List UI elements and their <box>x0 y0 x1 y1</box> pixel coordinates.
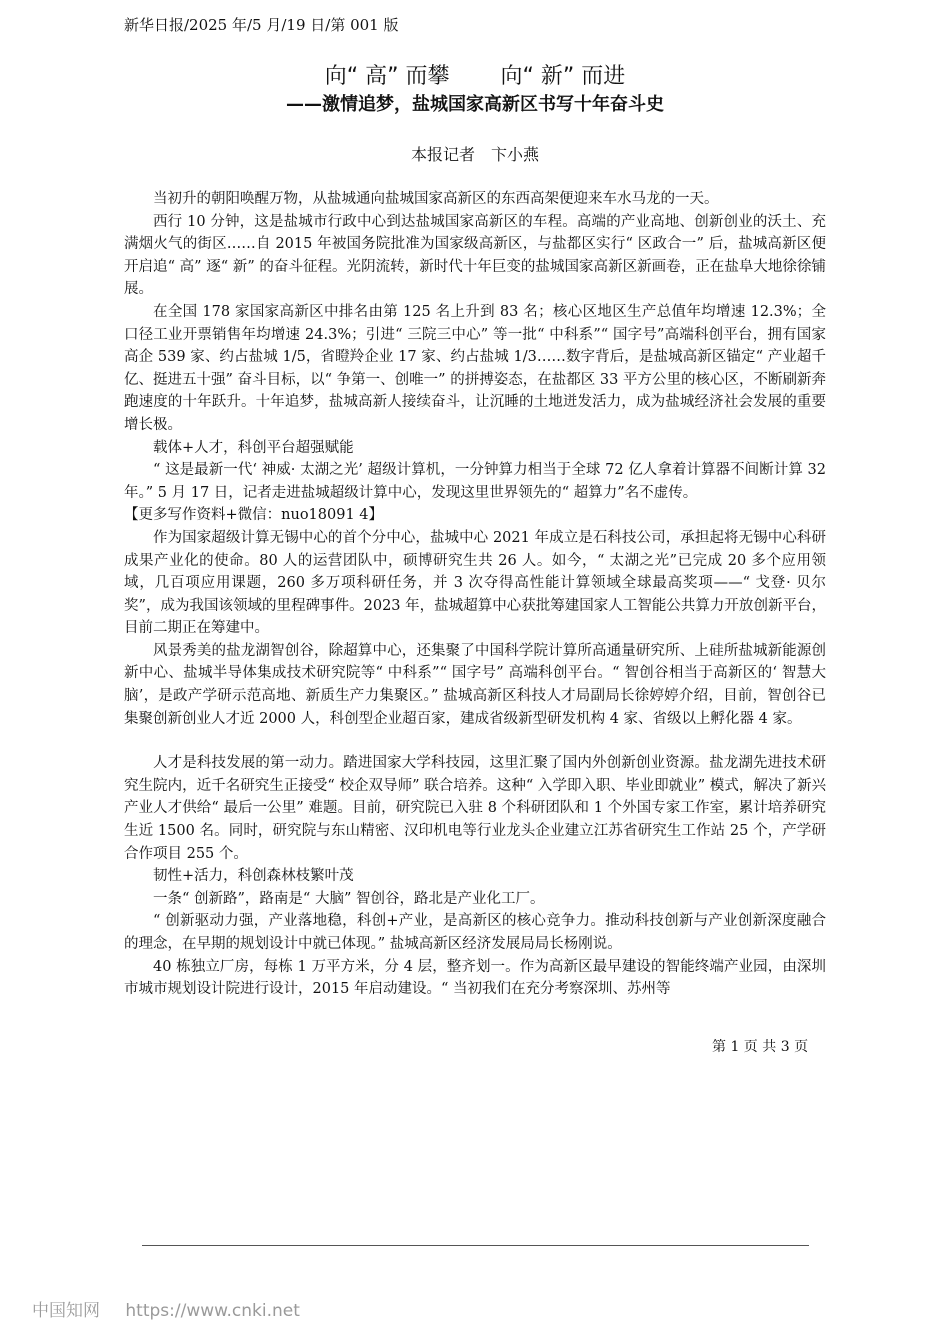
paragraph: “ 创新驱动力强，产业落地稳，科创+产业，是高新区的核心竞争力。推动科技创新与产业创新深度融合的理念，在早期的规划设计中就已体现。” 盐城高新区经济发展局局长杨刚说。 <box>124 913 826 952</box>
section-heading: 韧性+活力，科创森林枝繁叶茂 <box>153 868 354 885</box>
headline <box>0 62 950 92</box>
paragraph: 在全国 178 家国家高新区中排名由第 125 名上升到 83 名；核心区地区生产总值年均增速 12.3%；全口径工业开票销售年均增速 24.3%；引进“ 三院三中心” 等一批“ 中科系”“ 国字号”高端科创平台，拥有国家高企 539 家、约占盐城 1/5，省瞪羚企业 17 家、约占盐城 1/3……数字背后，是盐城高新区锚定“ 产业超千亿、挺进五十强” 奋斗目标，以“ 争第一、创唯一” 的拼搏姿态，在盐都区 33 平方公里的核心区，不断刷新奔跑速度的十年跃升。十年追梦，盐城高新人接续奋斗，让沉睡的土地迸发活力，成为盐城经济社会发展的重要增长极。 <box>124 303 826 433</box>
footer-url[interactable]: https://www.cnki.net <box>125 1301 300 1321</box>
page-number: 第 1 页 共 3 页 <box>712 1039 809 1055</box>
paragraph: 当初升的朝阳唤醒万物，从盐城通向盐城国家高新区的东西高架便迎来车水马龙的一天。 <box>153 191 719 207</box>
footer-divider <box>142 1245 809 1246</box>
paragraph: 风景秀美的盐龙湖智创谷，除超算中心，还集聚了中国科学院计算所高通量研究所、上硅所盐城新能源创新中心、盐城半导体集成技术研究院等“ 中科系”“ 国字号” 高端科创平台。“ 智创谷相当于高新区的‘ 智慧大脑’，是政产学研示范高地、新质生产力集聚区。” 盐城高新区科技人才局副局长徐婷婷介绍，目前，智创谷已集聚创新创业人才近 2000 人，科创型企业超百家，建成省级新型研发机构 4 家、省级以上孵化器 4 家。 <box>124 642 826 727</box>
title-block <box>0 62 950 118</box>
subtitle: ——激情追梦，盐城国家高新区书写十年奋斗史 <box>286 94 664 115</box>
headline-part-2: 向“ 新” 而进 <box>500 64 626 89</box>
paragraph: “ 这是最新一代‘ 神威· 太湖之光’ 超级计算机，一分钟算力相当于全球 72 亿人拿着计算器不间断计算 32 年。” 5 月 17 日，记者走进盐城超级计算中心，发现这里世界领先的“ 超算力”名不虚传。 <box>124 462 826 501</box>
paragraph: 一条“ 创新路”，路南是“ 大脑” 智创谷，路北是产业化工厂。 <box>153 890 545 907</box>
paragraph: 西行 10 分钟，这是盐城市行政中心到达盐城国家高新区的车程。高端的产业高地、创新创业的沃土、充满烟火气的街区……自 2015 年被国务院批准为国家级高新区，与盐都区实行“ 区政合一” 后，盐城高新区便开启追“ 高” 逐“ 新” 的奋斗征程。光阴流转，新时代十年巨变的盐城国家高新区新画卷，正在盐阜大地徐徐铺展。 <box>124 213 826 298</box>
footer <box>32 1296 300 1321</box>
article-body <box>124 188 826 1001</box>
promo-line: 【更多写作资料+微信：nuo18091 4】 <box>124 507 384 524</box>
headline-part-1: 向“ 高” 而攀 <box>324 64 450 89</box>
byline: 本报记者 卞小燕 <box>410 145 539 164</box>
source-line: 新华日报/2025 年/5 月/19 日/第 001 版 <box>124 16 399 34</box>
paragraph: 人才是科技发展的第一动力。踏进国家大学科技园，这里汇聚了国内外创新创业资源。盐龙湖先进技术研究生院内，近千名研究生正接受“ 校企双导师” 联合培养。这种“ 入学即入职、毕业即就业” 模式，解决了新兴产业人才供给“ 最后一公里” 难题。目前，研究院已入驻 8 个科研团队和 1 个外国专家工作室，累计培养研究生近 1500 名。同时，研究院与东山精密、汉印机电等行业龙头企业建立江苏省研究生工作站 25 个，产学研合作项目 255 个。 <box>124 755 826 862</box>
section-heading: 载体+人才，科创平台超强赋能 <box>153 439 354 456</box>
paragraph: 40 栋独立厂房，每栋 1 万平方米，分 4 层，整齐划一。作为高新区最早建设的智能终端产业园，由深圳市城市规划设计院进行设计，2015 年启动建设。“ 当初我们在充分考察深圳、苏州等 <box>124 958 826 998</box>
footer-brand: 中国知网 <box>32 1301 100 1321</box>
paragraph: 作为国家超级计算无锡中心的首个分中心，盐城中心 2021 年成立是石科技公司，承担起将无锡中心科研成果产业化的使命。80 人的运营团队中，硕博研究生共 26 人。如今，“ 太湖之光”已完成 20 多个应用领域，几百项应用课题，260 多万项科研任务，并 3 次夺得高性能计算领域全球最高奖项——“ 戈登· 贝尔奖”，成为我国该领域的里程碑事件。2023 年，盐城超算中心获批筹建国家人工智能公共算力开放创新平台，目前二期正在筹建中。 <box>124 529 826 637</box>
